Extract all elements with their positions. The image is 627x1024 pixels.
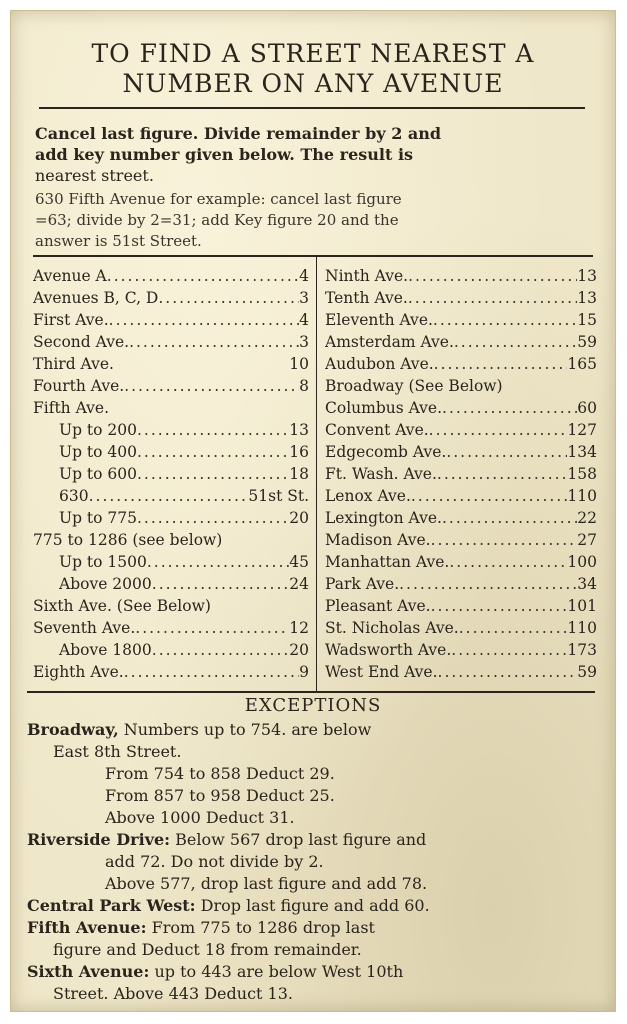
left-key-number: 9	[299, 663, 309, 681]
broadway-text-5: Above 1000 Deduct 31.	[105, 808, 295, 827]
leader-dots	[431, 595, 568, 617]
leader-dots	[399, 573, 577, 595]
left-avenue-name: Above 1800	[59, 641, 152, 659]
right-avenue-name: Audubon Ave.	[325, 355, 434, 373]
left-avenue-name: Up to 1500	[59, 553, 147, 571]
right-avenue-name: Columbus Ave.	[325, 399, 443, 417]
broadway-text-4: From 857 to 958 Deduct 25.	[105, 786, 335, 805]
table-bottom-rule	[27, 691, 595, 693]
right-avenue-name: Ninth Ave.	[325, 267, 409, 285]
left-key-number: 16	[289, 443, 309, 461]
leader-dots	[147, 551, 289, 573]
leader-dots	[411, 485, 568, 507]
cpw-rule	[27, 895, 599, 917]
left-avenue-name: Avenues B, C, D	[33, 289, 159, 307]
right-avenue-name: Amsterdam Ave.	[325, 333, 454, 351]
leader-dots	[442, 397, 577, 419]
left-key-number: 24	[289, 575, 309, 593]
left-row	[33, 595, 309, 617]
fifth-label: Fifth Avenue:	[27, 918, 147, 937]
fifth-text-1: From 775 to 1286 drop last	[146, 918, 375, 937]
right-key-number: 60	[577, 399, 597, 417]
left-avenue-name: Second Ave.	[33, 333, 130, 351]
leader-dots	[503, 375, 597, 397]
left-row	[33, 551, 309, 573]
leader-dots	[431, 529, 578, 551]
left-avenue-name: Fourth Ave.	[33, 377, 125, 395]
leader-dots	[434, 353, 568, 375]
sixth-text-1: up to 443 are below West 10th	[149, 962, 404, 981]
leader-dots	[449, 551, 567, 573]
sixth-text-2: Street. Above 443 Deduct 13.	[53, 984, 293, 1003]
right-row	[325, 419, 597, 441]
right-row	[325, 485, 597, 507]
instructions-line-1: Cancel last figure. Divide remainder by 2 and	[35, 124, 442, 143]
right-row	[325, 353, 597, 375]
leader-dots	[459, 617, 568, 639]
right-avenue-name: Eleventh Ave.	[325, 311, 433, 329]
broadway-text-2: East 8th Street.	[53, 742, 182, 761]
example-line-1: 630 Fifth Avenue for example: cancel last figure	[35, 190, 402, 208]
right-avenue-name: Pleasant Ave.	[325, 597, 431, 615]
left-row	[33, 265, 309, 287]
leader-dots	[158, 287, 299, 309]
riverside-text-3: Above 577, drop last figure and add 78.	[105, 874, 428, 893]
right-row	[325, 309, 597, 331]
leader-dots	[137, 463, 289, 485]
right-avenue-name: Lenox Ave.	[325, 487, 411, 505]
right-avenue-name: Wadsworth Ave.	[325, 641, 452, 659]
right-row	[325, 397, 597, 419]
left-row	[33, 463, 309, 485]
right-avenue-name: Broadway (See Below)	[325, 377, 503, 395]
right-key-number: 34	[577, 575, 597, 593]
leader-dots	[109, 309, 299, 331]
leader-dots	[137, 507, 289, 529]
left-key-number: 8	[299, 377, 309, 395]
left-key-number: 12	[289, 619, 309, 637]
right-row	[325, 265, 597, 287]
right-key-number: 173	[567, 641, 597, 659]
right-avenue-name: Manhattan Ave.	[325, 553, 450, 571]
leader-dots	[222, 529, 309, 551]
right-row	[325, 617, 597, 639]
right-key-number: 101	[567, 597, 597, 615]
left-row	[33, 331, 309, 353]
right-row	[325, 529, 597, 551]
right-row	[325, 375, 597, 397]
fifth-rule	[27, 917, 599, 939]
right-row	[325, 661, 597, 683]
left-row	[33, 287, 309, 309]
leader-dots	[152, 639, 290, 661]
left-avenue-name: Up to 775	[59, 509, 137, 527]
left-avenue-name: Avenue A	[33, 267, 107, 285]
leader-dots	[137, 419, 289, 441]
title-rule	[39, 107, 585, 109]
riverside-label: Riverside Drive:	[27, 830, 171, 849]
right-avenue-name: Lexington Ave.	[325, 509, 442, 527]
left-avenue-name: 630	[59, 487, 89, 505]
broadway-text-1: Numbers up to 754. are below	[118, 720, 372, 739]
right-avenue-name: Park Ave.	[325, 575, 400, 593]
leader-dots	[454, 331, 577, 353]
right-avenue-name: St. Nicholas Ave.	[325, 619, 459, 637]
leader-dots	[437, 463, 568, 485]
broadway-text-3: From 754 to 858 Deduct 29.	[105, 764, 335, 783]
table-top-rule	[33, 255, 593, 257]
right-avenue-name: West End Ave.	[325, 663, 438, 681]
right-key-number: 59	[577, 333, 597, 351]
left-key-number: 4	[299, 311, 309, 329]
left-key-number: 20	[289, 641, 309, 659]
right-avenue-name: Madison Ave.	[325, 531, 431, 549]
leader-dots	[442, 507, 577, 529]
left-row	[33, 309, 309, 331]
left-row	[33, 617, 309, 639]
right-avenue-name: Convent Ave.	[325, 421, 429, 439]
left-key-number: 51st St.	[248, 487, 309, 505]
riverside-text-2: add 72. Do not divide by 2.	[105, 852, 324, 871]
left-avenue-name: Up to 200	[59, 421, 137, 439]
left-key-number: 3	[299, 333, 309, 351]
right-key-number: 158	[567, 465, 597, 483]
leader-dots	[129, 331, 299, 353]
instructions-line-2: add key number given below. The result is	[35, 145, 414, 164]
leader-dots	[446, 441, 567, 463]
broadway-label: Broadway,	[27, 720, 119, 739]
left-avenue-name: Third Ave.	[33, 355, 114, 373]
left-key-number: 3	[299, 289, 309, 307]
avenue-list-left	[33, 265, 309, 683]
left-avenue-name: Sixth Ave. (See Below)	[33, 597, 211, 615]
riverside-rule	[27, 829, 599, 851]
left-avenue-name: 775 to 1286 (see below)	[33, 531, 223, 549]
right-avenue-name: Edgecomb Ave.	[325, 443, 447, 461]
right-key-number: 134	[567, 443, 597, 461]
right-row	[325, 551, 597, 573]
left-row	[33, 353, 309, 375]
left-row	[33, 485, 309, 507]
cpw-text-1: Drop last figure and add 60.	[195, 896, 430, 915]
right-row	[325, 441, 597, 463]
left-avenue-name: Fifth Ave.	[33, 399, 110, 417]
left-avenue-name: Eighth Ave.	[33, 663, 124, 681]
leader-dots	[135, 617, 289, 639]
left-avenue-name: First Ave.	[33, 311, 109, 329]
leader-dots	[211, 595, 309, 617]
left-row	[33, 639, 309, 661]
leader-dots	[438, 661, 578, 683]
right-key-number: 13	[577, 267, 597, 285]
right-row	[325, 595, 597, 617]
left-row	[33, 661, 309, 683]
leader-dots	[109, 397, 309, 419]
right-key-number: 22	[577, 509, 597, 527]
right-row	[325, 507, 597, 529]
right-row	[325, 287, 597, 309]
left-key-number: 10	[289, 355, 309, 373]
right-row	[325, 639, 597, 661]
leader-dots	[124, 661, 299, 683]
leader-dots	[451, 639, 567, 661]
left-key-number: 4	[299, 267, 309, 285]
leader-dots	[89, 485, 249, 507]
column-divider	[316, 257, 317, 691]
exceptions-heading: EXCEPTIONS	[244, 695, 382, 716]
instructions	[35, 123, 595, 186]
left-row	[33, 397, 309, 419]
leader-dots	[137, 441, 289, 463]
left-row	[33, 375, 309, 397]
leader-dots	[107, 265, 299, 287]
left-row	[33, 507, 309, 529]
leader-dots	[433, 309, 577, 331]
right-key-number: 110	[567, 619, 597, 637]
right-key-number: 13	[577, 289, 597, 307]
left-key-number: 20	[289, 509, 309, 527]
left-key-number: 45	[289, 553, 309, 571]
card-title	[11, 39, 615, 99]
left-avenue-name: Above 2000	[59, 575, 152, 593]
example-line-2: =63; divide by 2=31; add Key figure 20 and the	[35, 211, 399, 229]
leader-dots	[114, 353, 289, 375]
fifth-text-2: figure and Deduct 18 from remainder.	[53, 940, 362, 959]
right-key-number: 127	[567, 421, 597, 439]
leader-dots	[408, 287, 577, 309]
reference-card	[10, 10, 616, 1012]
example	[35, 189, 595, 252]
exceptions-list	[27, 719, 599, 1005]
right-row	[325, 463, 597, 485]
cpw-label: Central Park West:	[27, 896, 196, 915]
left-key-number: 18	[289, 465, 309, 483]
title-line-1: TO FIND A STREET NEAREST A	[91, 39, 535, 68]
leader-dots	[152, 573, 290, 595]
right-key-number: 27	[577, 531, 597, 549]
instructions-line-3: nearest street.	[35, 166, 154, 185]
right-key-number: 165	[567, 355, 597, 373]
left-key-number: 13	[289, 421, 309, 439]
right-row	[325, 573, 597, 595]
left-row	[33, 441, 309, 463]
broadway-rule	[27, 719, 599, 741]
right-key-number: 100	[567, 553, 597, 571]
leader-dots	[429, 419, 568, 441]
left-avenue-name: Up to 400	[59, 443, 137, 461]
left-avenue-name: Up to 600	[59, 465, 137, 483]
left-row	[33, 529, 309, 551]
riverside-text-1: Below 567 drop last figure and	[170, 830, 427, 849]
sixth-rule	[27, 961, 599, 983]
left-row	[33, 419, 309, 441]
right-key-number: 110	[567, 487, 597, 505]
title-line-2: NUMBER ON ANY AVENUE	[122, 69, 504, 98]
right-key-number: 15	[577, 311, 597, 329]
left-avenue-name: Seventh Ave.	[33, 619, 136, 637]
right-row	[325, 331, 597, 353]
right-key-number: 59	[577, 663, 597, 681]
left-row	[33, 573, 309, 595]
example-line-3: answer is 51st Street.	[35, 232, 202, 250]
right-avenue-name: Ft. Wash. Ave.	[325, 465, 437, 483]
right-avenue-name: Tenth Ave.	[325, 289, 408, 307]
leader-dots	[408, 265, 577, 287]
leader-dots	[124, 375, 299, 397]
avenue-list-right	[325, 265, 597, 683]
sixth-label: Sixth Avenue:	[27, 962, 150, 981]
